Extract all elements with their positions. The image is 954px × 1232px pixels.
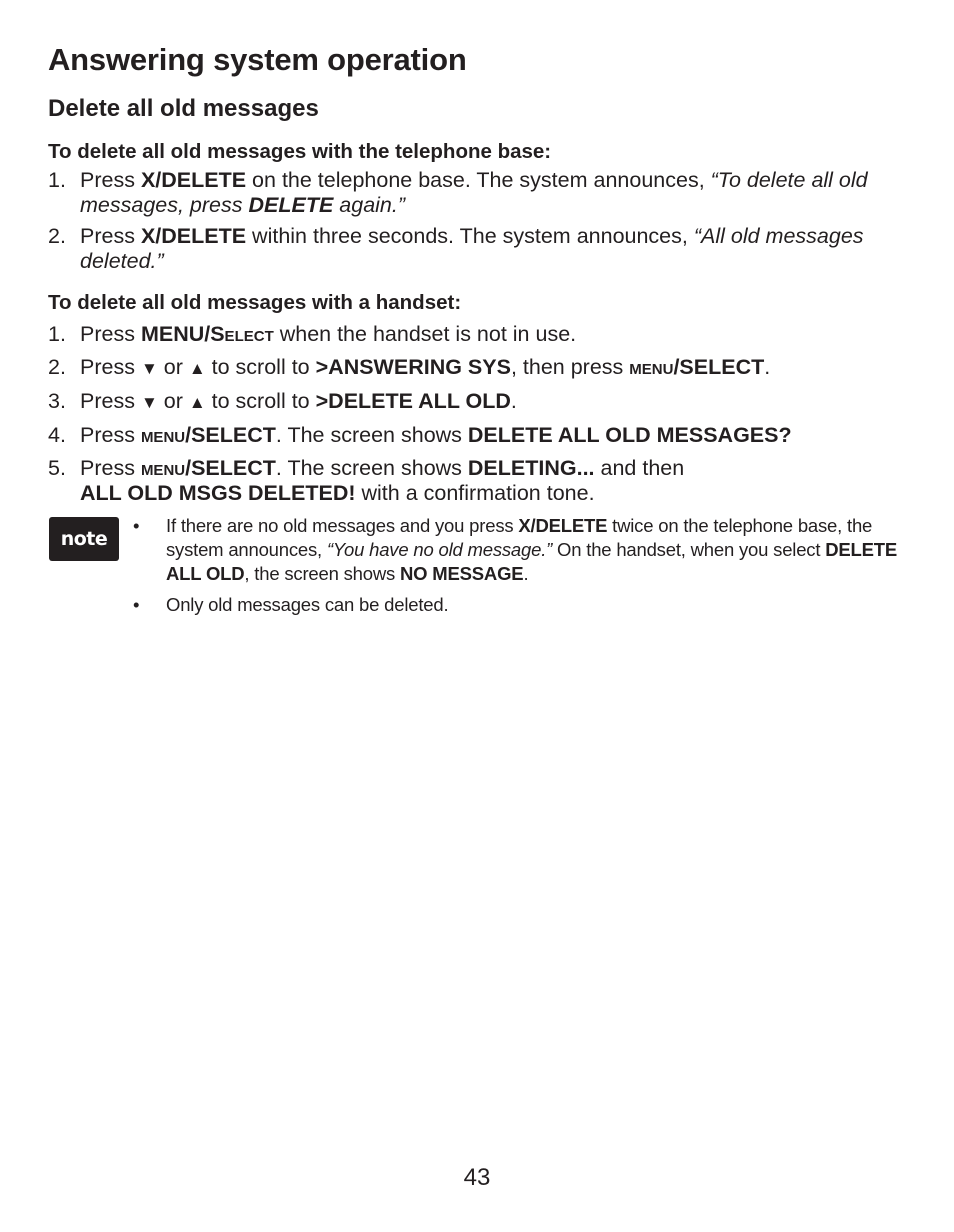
step-text: to scroll to: [205, 389, 316, 413]
bullet-icon: •: [133, 515, 140, 536]
base-steps-list: [48, 168, 908, 274]
note-item: [133, 593, 903, 617]
menu-option: DELETE ALL OLD: [166, 539, 898, 584]
step-number: 2.: [48, 224, 66, 248]
up-arrow-icon: ▲: [188, 359, 206, 378]
step-text: .: [764, 355, 771, 379]
step-text: to scroll to: [205, 355, 316, 379]
note-text: twice on the telephone base, the system announces,: [166, 515, 873, 560]
key-name: menu: [140, 423, 186, 447]
note-text: On the handset, when you select: [552, 539, 826, 560]
base-step: [48, 224, 908, 274]
bullet-icon: •: [133, 594, 140, 615]
step-text: . The screen shows: [275, 423, 468, 447]
note-text: Only old messages can be deleted.: [166, 594, 449, 615]
step-text: . The screen shows: [275, 456, 468, 480]
step-text: with a confirmation tone.: [355, 481, 595, 505]
note-list: [133, 514, 903, 617]
note-text: .: [523, 563, 529, 584]
up-arrow-icon: ▲: [188, 393, 206, 412]
announcement-text: again.”: [333, 193, 406, 217]
step-text: or: [157, 355, 189, 379]
menu-option: >DELETE ALL OLD: [315, 389, 511, 413]
step-text: when the handset is not in use.: [273, 322, 577, 346]
key-name: /SELECT: [185, 423, 276, 447]
step-number: 2.: [48, 355, 66, 379]
down-arrow-icon: ▼: [140, 393, 158, 412]
step-number: 4.: [48, 423, 66, 447]
step-text: Press: [80, 322, 141, 346]
step-number: 1.: [48, 322, 66, 346]
step-text: , then press: [510, 355, 630, 379]
step-text: or: [157, 389, 189, 413]
step-number: 3.: [48, 389, 66, 413]
key-name: X/DELETE: [518, 515, 608, 536]
page-title: Answering system operation: [48, 42, 467, 77]
note-item: [133, 514, 903, 586]
handset-step: [48, 389, 908, 415]
note-text: If there are no old messages and you press: [166, 515, 519, 536]
step-text: and then: [594, 456, 685, 480]
key-name: X/DELETE: [140, 168, 247, 192]
handset-step: [48, 423, 908, 448]
step-text: Press: [80, 355, 141, 379]
step-text: Press: [80, 423, 141, 447]
announcement-text: “To delete all old messages, press: [80, 168, 868, 217]
step-number: 5.: [48, 456, 66, 480]
handset-step: [48, 355, 908, 381]
screen-message: NO MESSAGE: [400, 563, 524, 584]
key-name: Select: [210, 322, 274, 346]
key-name: /SELECT: [185, 456, 276, 480]
step-text: Press: [80, 389, 141, 413]
step-text: Press: [80, 224, 141, 248]
section-title: Delete all old messages: [48, 95, 319, 122]
base-step: [48, 168, 908, 218]
step-text: Press: [80, 456, 141, 480]
step-text: Press: [80, 168, 141, 192]
screen-message: ALL OLD MSGS DELETED!: [80, 481, 356, 505]
handset-steps-list: [48, 322, 908, 506]
step-text: .: [510, 389, 517, 413]
step-text: on the telephone base. The system announces,: [246, 168, 711, 192]
step-text: within three seconds. The system announces,: [246, 224, 694, 248]
note-badge: note: [49, 517, 119, 561]
note-text: , the screen shows: [244, 563, 401, 584]
announcement-text: “You have no old message.”: [326, 539, 553, 560]
key-name: MENU/: [140, 322, 211, 346]
handset-instructions-heading: To delete all old messages with a handset:: [48, 291, 462, 314]
screen-message: DELETING...: [467, 456, 595, 480]
menu-option: >ANSWERING SYS: [315, 355, 511, 379]
down-arrow-icon: ▼: [140, 359, 158, 378]
step-number: 1.: [48, 168, 66, 192]
key-name: /SELECT: [673, 355, 765, 379]
base-instructions-heading: To delete all old messages with the telephone base:: [48, 140, 552, 163]
key-name: X/DELETE: [140, 224, 247, 248]
handset-step: [48, 322, 908, 347]
announcement-text: “All old messages deleted.”: [80, 224, 864, 273]
page-number: 43: [463, 1164, 491, 1191]
key-name: menu: [629, 355, 674, 379]
key-name: menu: [140, 456, 186, 480]
screen-message: DELETE ALL OLD MESSAGES?: [467, 423, 792, 447]
key-name: DELETE: [248, 193, 334, 217]
handset-step: [48, 456, 908, 506]
